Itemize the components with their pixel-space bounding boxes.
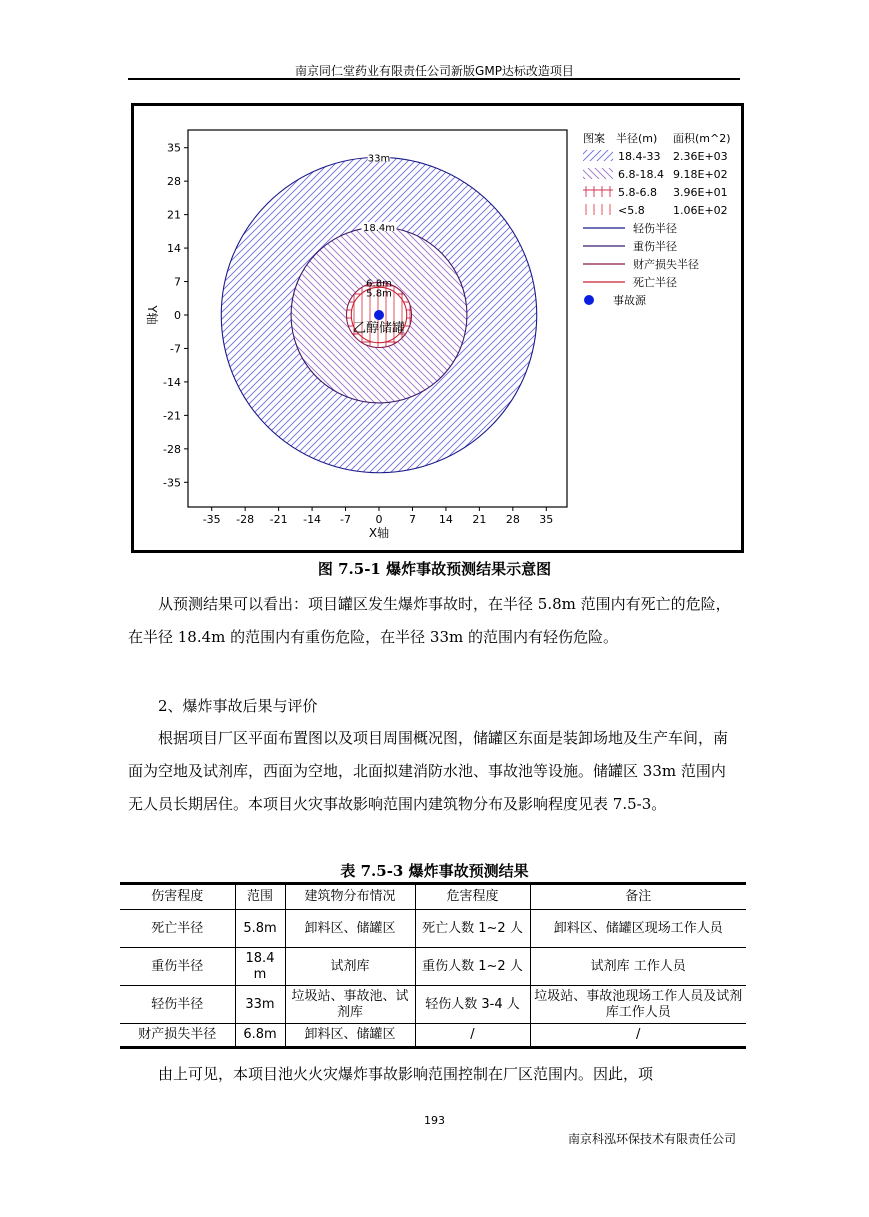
legend-area: 9.18E+02 bbox=[673, 168, 728, 181]
table-cell: 卸料区、储罐区现场工作人员 bbox=[530, 910, 746, 948]
y-tick-label: 28 bbox=[167, 175, 181, 189]
legend-area: 1.06E+02 bbox=[673, 204, 728, 217]
table-header-row bbox=[120, 884, 746, 910]
table-cell: / bbox=[530, 1024, 746, 1048]
table-cell: 试剂库 bbox=[285, 948, 415, 986]
paragraph-text: 根据项目厂区平面布置图以及项目周围概况图，储罐区东面是装卸场地及生产车间，南面为空地及试剂库，西面为空地，北面拟建消防水池、事故池等设施。储罐区 33m 范围内无人员长期居住。本项目火灾事故影响范围内建筑物分布及影响程度见表 7.5-3。 bbox=[128, 729, 729, 813]
legend-line-label: 重伤半径 bbox=[633, 240, 677, 253]
table-cell: 18.4 m bbox=[235, 948, 285, 986]
y-tick-label: 35 bbox=[167, 141, 181, 155]
table-cell: 轻伤人数 3-4 人 bbox=[415, 986, 530, 1024]
x-tick-label: 35 bbox=[539, 513, 554, 526]
legend-swatch-vertical bbox=[583, 204, 613, 215]
table-cell: 重伤半径 bbox=[120, 948, 235, 986]
y-tick-label: -14 bbox=[163, 375, 181, 389]
table-cell: 5.8m bbox=[235, 910, 285, 948]
x-tick-label: 7 bbox=[408, 513, 416, 526]
table-cell: 垃圾站、事故池现场工作人员及试剂库工作人员 bbox=[530, 986, 746, 1024]
table-cell: 轻伤半径 bbox=[120, 986, 235, 1024]
table-cell: / bbox=[415, 1024, 530, 1048]
radius-label: 6.8m bbox=[366, 278, 392, 290]
paragraph-text: 由上可见，本项目池火火灾爆炸事故影响范围控制在厂区范围内。因此，项 bbox=[158, 1065, 654, 1083]
accident-source-marker bbox=[374, 310, 384, 320]
x-tick-label: -14 bbox=[303, 513, 322, 526]
legend-range: 6.8-18.4 bbox=[618, 168, 664, 181]
legend-range: <5.8 bbox=[618, 204, 645, 217]
table-cell: 试剂库 工作人员 bbox=[530, 948, 746, 986]
x-tick-label: -21 bbox=[269, 513, 288, 526]
x-axis-label: X轴 bbox=[368, 526, 390, 540]
y-tick-label: -28 bbox=[163, 442, 181, 456]
figure-frame bbox=[131, 103, 744, 553]
legend-line-label: 财产损失半径 bbox=[633, 258, 699, 271]
radius-label: 18.4m bbox=[362, 223, 396, 235]
legend-area: 3.96E+01 bbox=[673, 186, 728, 199]
table-cell: 垃圾站、事故池、试剂库 bbox=[285, 986, 415, 1024]
table-cell: 重伤人数 1~2 人 bbox=[415, 948, 530, 986]
legend-swatch-diag-down bbox=[583, 168, 613, 179]
table-cell: 33m bbox=[235, 986, 285, 1024]
section-heading-text: 2、爆炸事故后果与评价 bbox=[158, 697, 318, 715]
x-tick-label: 21 bbox=[472, 513, 487, 526]
explosion-chart bbox=[134, 106, 741, 550]
x-tick-label: 0 bbox=[375, 513, 383, 526]
paragraph-surroundings bbox=[128, 722, 740, 821]
x-tick-label: -28 bbox=[236, 513, 255, 526]
legend-range: 5.8-6.8 bbox=[618, 186, 657, 199]
paragraph-text: 从预测结果可以看出：项目罐区发生爆炸事故时，在半径 5.8m 范围内有死亡的危险，在半径 18.4m 的范围内有重伤危险，在半径 33m 的范围内有轻伤危险。 bbox=[128, 595, 731, 646]
table-row bbox=[120, 910, 746, 948]
table-row bbox=[120, 986, 746, 1024]
legend-header: 图案 bbox=[583, 132, 605, 145]
section-heading bbox=[128, 690, 740, 723]
header-cell: 伤害程度 bbox=[120, 884, 235, 910]
paragraph-conclusion bbox=[128, 1058, 740, 1091]
legend-range: 18.4-33 bbox=[618, 150, 661, 163]
legend-swatch-cross bbox=[583, 186, 613, 197]
table-cell: 卸料区、储罐区 bbox=[285, 910, 415, 948]
y-tick-label: 0 bbox=[174, 309, 181, 322]
y-tick-label: -35 bbox=[163, 476, 181, 490]
legend-header: 面积(m^2) bbox=[673, 132, 731, 145]
radius-label: 33m bbox=[367, 153, 391, 165]
page-number: 193 bbox=[424, 1114, 445, 1127]
header-cell: 建筑物分布情况 bbox=[285, 884, 415, 910]
legend-line-label: 死亡半径 bbox=[633, 276, 677, 289]
figure-caption: 图 7.5-1 爆炸事故预测结果示意图 bbox=[317, 560, 552, 578]
header-cell: 备注 bbox=[530, 884, 746, 910]
table-cell: 死亡半径 bbox=[120, 910, 235, 948]
paragraph-prediction-summary bbox=[128, 588, 740, 654]
y-axis-label: Y轴 bbox=[145, 305, 159, 325]
legend-marker-label: 事故源 bbox=[613, 294, 646, 307]
table-cell: 6.8m bbox=[235, 1024, 285, 1048]
legend-swatch-diag-up bbox=[583, 150, 613, 161]
legend-line-label: 轻伤半径 bbox=[633, 222, 677, 235]
running-header-title: 南京同仁堂药业有限责任公司新版GMP达标改造项目 bbox=[295, 64, 574, 78]
y-tick-label: 21 bbox=[167, 208, 181, 222]
legend-source-marker bbox=[584, 295, 594, 305]
table-cell: 死亡人数 1~2 人 bbox=[415, 910, 530, 948]
y-tick-label: -21 bbox=[163, 409, 181, 423]
header-rule bbox=[128, 78, 740, 80]
results-table bbox=[120, 882, 746, 1049]
legend-header: 半径(m) bbox=[616, 132, 658, 145]
table-cell: 财产损失半径 bbox=[120, 1024, 235, 1048]
radius-label: 5.8m bbox=[366, 288, 392, 300]
table-cell: 卸料区、储罐区 bbox=[285, 1024, 415, 1048]
x-tick-label: 14 bbox=[438, 513, 453, 526]
table-caption: 表 7.5-3 爆炸事故预测结果 bbox=[340, 862, 529, 880]
header-cell: 范围 bbox=[235, 884, 285, 910]
table-row bbox=[120, 948, 746, 986]
y-tick-label: 7 bbox=[174, 275, 181, 289]
legend-area: 2.36E+03 bbox=[673, 150, 728, 163]
x-tick-label: -35 bbox=[202, 513, 221, 526]
header-cell: 危害程度 bbox=[415, 884, 530, 910]
source-label: 乙醇储罐 bbox=[352, 321, 406, 336]
table-row bbox=[120, 1024, 746, 1048]
y-tick-label: -7 bbox=[170, 342, 181, 356]
footer-organization: 南京科泓环保技术有限责任公司 bbox=[567, 1132, 736, 1146]
y-tick-label: 14 bbox=[167, 242, 181, 256]
x-tick-label: -7 bbox=[340, 513, 352, 526]
x-tick-label: 28 bbox=[505, 513, 520, 526]
